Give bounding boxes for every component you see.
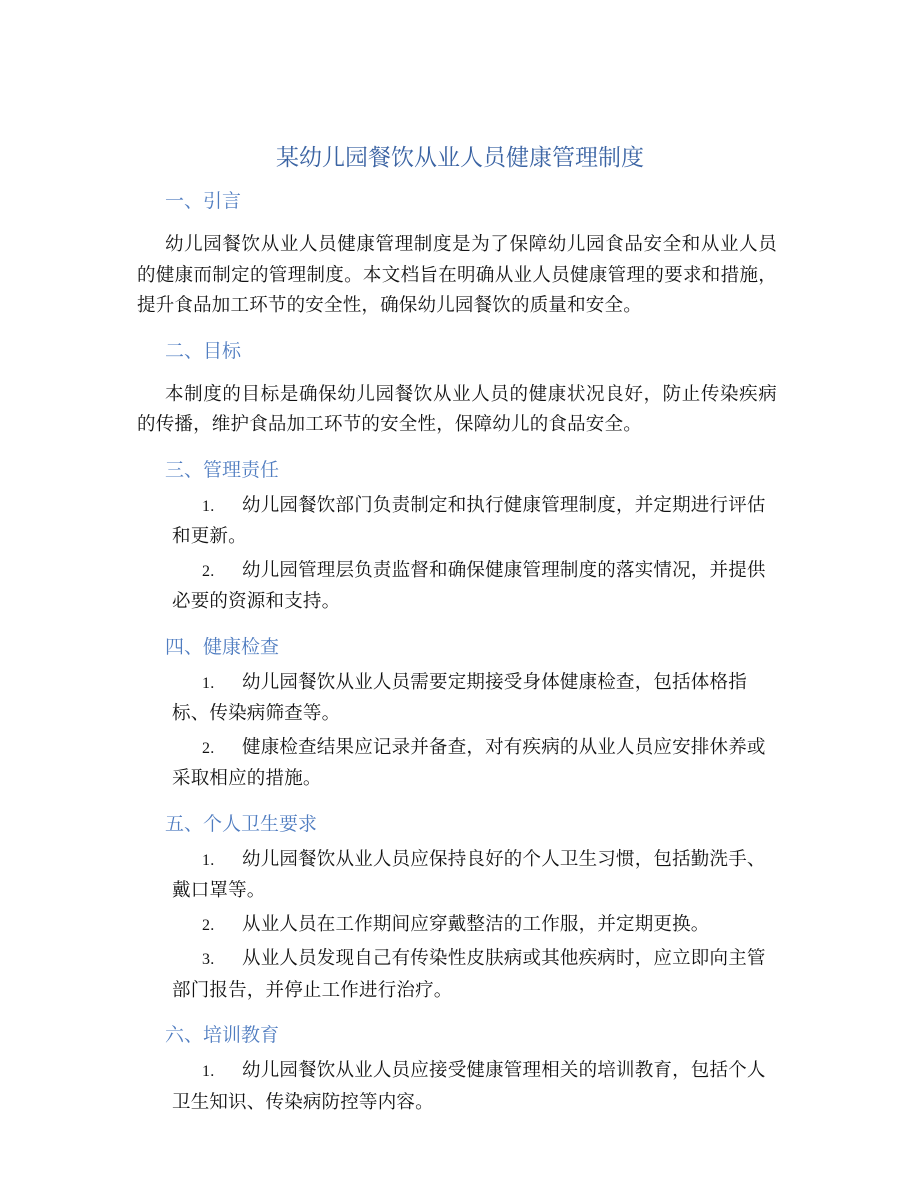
list-item	[172, 845, 777, 907]
list-item	[172, 668, 777, 730]
list-item-text: 幼儿园管理层负责监督和确保健康管理制度的落实情况，并提供必要的资源和支持。	[172, 559, 766, 612]
document-body	[137, 186, 777, 1132]
section-paragraph: 本制度的目标是确保幼儿园餐饮从业人员的健康状况良好，防止传染疾病的传播，维护食品加工环节的安全性，保障幼儿的食品安全。	[137, 383, 777, 435]
section-health-check	[137, 632, 777, 795]
list-number: 1.	[202, 851, 215, 869]
numbered-list	[137, 668, 777, 795]
list-item	[172, 556, 777, 618]
section-heading: 六、培训教育	[165, 1024, 280, 1046]
section-heading: 四、健康检查	[165, 635, 280, 658]
list-number: 1.	[202, 1063, 215, 1080]
section-paragraph: 幼儿园餐饮从业人员健康管理制度是为了保障幼儿园食品安全和从业人员的健康而制定的管理制度。本文档旨在明确从业人员健康管理的要求和措施，提升食品加工环节的安全性，确保幼儿园餐饮的质量和安全。	[137, 234, 777, 316]
list-number: 3.	[202, 951, 215, 968]
numbered-list	[137, 1056, 777, 1118]
list-item-text: 幼儿园餐饮从业人员需要定期接受身体健康检查，包括体格指标、传染病筛查等。	[172, 671, 747, 724]
section-management-responsibility	[137, 455, 777, 618]
list-item	[172, 491, 777, 553]
list-item	[172, 910, 777, 942]
section-training	[137, 1020, 777, 1118]
section-goal	[137, 336, 777, 441]
list-number: 2.	[202, 916, 215, 934]
list-item-text: 从业人员发现自己有传染性皮肤病或其他疾病时，应立即向主管部门报告，并停止工作进行治疗。	[172, 948, 766, 1001]
list-item	[172, 944, 777, 1006]
section-heading: 五、个人卫生要求	[165, 812, 318, 835]
document-title: 某幼儿园餐饮从业人员健康管理制度	[276, 145, 644, 171]
list-item	[172, 733, 777, 795]
list-number: 2.	[202, 562, 215, 580]
list-number: 1.	[202, 497, 215, 515]
section-heading: 一、引言	[165, 190, 242, 212]
list-number: 1.	[202, 674, 215, 692]
list-item-text: 幼儿园餐饮部门负责制定和执行健康管理制度，并定期进行评估和更新。	[172, 494, 766, 547]
numbered-list	[137, 845, 777, 1007]
list-item-text: 幼儿园餐饮从业人员应保持良好的个人卫生习惯，包括勤洗手、戴口罩等。	[172, 848, 766, 901]
section-personal-hygiene	[137, 809, 777, 1007]
list-item	[172, 1056, 777, 1118]
section-introduction	[137, 186, 777, 322]
list-item-text: 幼儿园餐饮从业人员应接受健康管理相关的培训教育，包括个人卫生知识、传染病防控等内容。	[172, 1060, 766, 1113]
list-item-text: 健康检查结果应记录并备查，对有疾病的从业人员应安排休养或采取相应的措施。	[172, 736, 766, 789]
numbered-list	[137, 491, 777, 618]
list-number: 2.	[202, 739, 215, 757]
list-item-text: 从业人员在工作期间应穿戴整洁的工作服，并定期更换。	[242, 913, 710, 935]
section-heading: 二、目标	[165, 339, 242, 362]
section-heading: 三、管理责任	[165, 458, 280, 481]
